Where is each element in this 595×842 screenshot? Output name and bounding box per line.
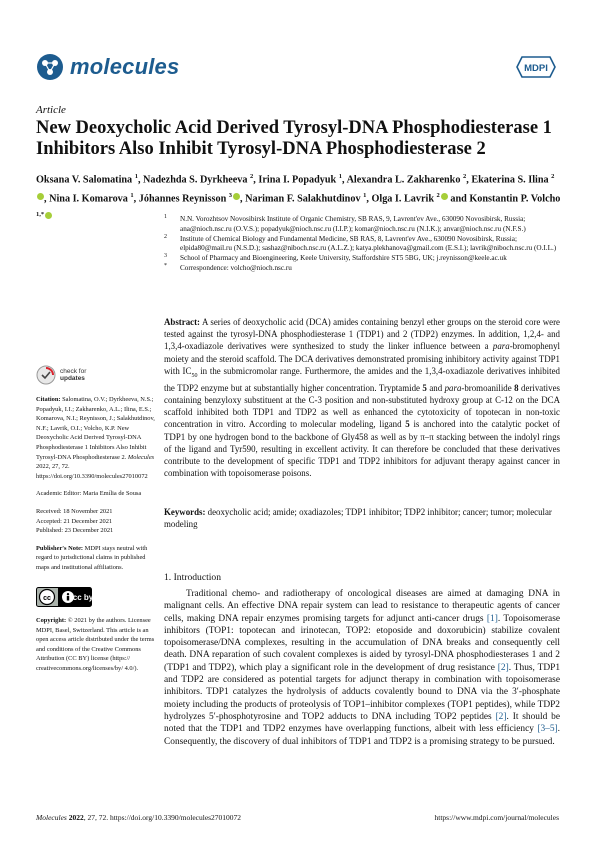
affiliation-mark: 3 <box>164 253 167 260</box>
author-name: Ekaterina S. Ilina <box>471 174 552 186</box>
author-name: Nadezhda S. Dyrkheeva <box>143 174 251 186</box>
affiliation-item <box>164 254 564 264</box>
affiliations <box>164 215 564 274</box>
body-text: . Thus, TDP1 and TDP2 are considered as potential targets for adjunct therapy in combination with topoisomerase inhibitors. TDP1 catalyzes the hydrolysis of adducts covalently bound to DNA via the 3′-phosphate moiety including the products of proteolysis of TOP1–inhibitor complexes (TOP1 peptides), while TDP2 hydrolyzes 5′-phosphotyrosine and TOP2 adducts to DNA including TOP2 peptides <box>164 662 561 722</box>
affiliation-mark: 1 <box>164 214 167 220</box>
svg-text:MDPI: MDPI <box>524 63 548 74</box>
abstract-text: is anchored into the catalytic pocket of TDP1 by one hydrogen bond to the backbone of Gly458 as well as by π–π stacking between the indolyl rings of the ligand and Tyr590, resulting in excellent activity. It can therefore be concluded that these derivatives contribute to the development of specific TDP1 and TDP2 inhibitors for adjuvant therapy against cancer in combination with topoisomerase poisons. <box>164 419 560 479</box>
author-affiliation-mark: 1 <box>363 191 367 199</box>
abstract-text: and <box>426 382 445 393</box>
journal-name: molecules <box>70 54 180 79</box>
publisher-note <box>36 544 156 573</box>
author-name: Jóhannes Reynisson <box>138 193 229 205</box>
publisher-note-text: MDPI stays neutral with regard to jurisdictional claims in published maps and institutional affiliations. <box>36 544 148 571</box>
author-affiliation-mark: 3 <box>228 191 233 199</box>
mdpi-logo <box>516 56 556 78</box>
author-affiliation-mark: 2 <box>436 191 440 199</box>
author-name: Irina I. Popadyuk <box>258 174 339 186</box>
compound-number: 5 <box>422 382 427 393</box>
copyright-label: Copyright: <box>36 617 67 625</box>
mdpi-logo-icon <box>516 56 556 78</box>
paper-title: New Deoxycholic Acid Derived Tyrosyl-DNA Phosphodiesterase 1 Inhibitors Also Inhibit Tyrosyl-DNA Phosphodiesterase 2 <box>36 118 552 159</box>
compound-number: 8 <box>514 382 519 393</box>
abstract-text: -bromoanilide <box>461 382 515 393</box>
author-affiliation-mark: 1 <box>134 173 138 180</box>
orcid-icon[interactable] <box>37 193 44 200</box>
affiliation-text: Correspondence: volcho@nioch.nsc.ru <box>180 263 292 272</box>
author-affiliation-mark: 2 <box>463 173 467 180</box>
abstract-italic: para <box>444 382 462 393</box>
orcid-icon[interactable] <box>441 193 448 200</box>
footer-url[interactable]: https://www.mdpi.com/journal/molecules <box>434 813 559 822</box>
journal-logo <box>36 52 179 82</box>
copyright-text: © 2021 by the authors. Licensee MDPI, Basel, Switzerland. This article is an open access article distributed under the terms and conditions of the Creative Commons Attribution (CC BY) license (https:// creativecommons.org/licenses/by/ 4.0/). <box>36 617 155 673</box>
author-list: Oksana V. Salomatina $^1$, Nadezhda S. Dyrkheeva $^2$, Irina I. Popadyuk $^1$, Alexandra L. Zakharenko $^2$, Ekaterina S. Ilina $^2$, Nina I. Komarova $^1$, Jóhannes Reynisson $^3$ , Nariman F. Salakhutdinov $^1$, Olga I. Lavrik $^2$ and Konstantin P. Volcho $^{1,*}$ <box>36 173 561 218</box>
affiliation-item <box>164 235 564 255</box>
copyright-block <box>36 616 156 674</box>
check-updates-icon <box>36 365 56 385</box>
check-updates-line1: check for <box>60 367 87 375</box>
keywords-text: deoxycholic acid; amide; oxadiazoles; TDP1 inhibitor; TDP2 inhibitor; cancer; tumor; molecular modeling <box>164 507 552 530</box>
author-affiliation-mark: 1,* <box>36 210 45 218</box>
keywords <box>164 506 560 530</box>
citation-link[interactable]: [2] <box>495 711 507 722</box>
body-text: . Consequently, the discovery of dual inhibitors of TDP1 and TDP2 is a promising strategy to be pursued. <box>164 724 560 747</box>
citation-block <box>36 395 156 481</box>
orcid-icon[interactable] <box>45 212 52 219</box>
citation-link[interactable]: [3–5] <box>537 724 558 735</box>
check-updates-line2: updates <box>60 375 85 382</box>
affiliation-mark: * <box>164 262 167 269</box>
author-name: Konstantin P. Volcho <box>469 193 561 205</box>
body-text: Traditional chemo- and radiotherapy of oncological diseases are aimed at damaging DNA in malignant cells. An effective DNA repair system can lead to resistance to therapeutic agents of cancer cells, making DNA repair enzymes promising targets for adjunct anti-cancer drugs <box>164 589 560 624</box>
footer-citation <box>36 813 241 822</box>
dates-block <box>36 507 156 536</box>
footer-journal: Molecules <box>36 813 67 822</box>
compound-number: 5 <box>405 419 410 430</box>
abstract-text: A series of deoxycholic acid (DCA) amides containing benzyl ether groups on the steroid core were tested against the tyrosyl-DNA phosphodiesterase 1 (TDP1) and 2 (TDP2) enzymes. In addition, 1,2,4- and 1,3,4-oxadiazole derivatives were synthesized to study the linker influence between a <box>164 317 560 352</box>
author-affiliation-mark: 1 <box>338 173 343 180</box>
affiliation-item <box>164 264 564 274</box>
body-text: . Topoisomerase inhibitors (TOP1: topotecan and irinotecan, TOP2: etoposide and doxorubicin) stabilize covalent topoisomerase/DNA complexes, resulting in the accumulation of DNA breaks and consequently cell death. DNA reparation of such covalent complexes is aided by tyrosyl-DNA phosphodiesterases 1 and 2 (TDP1 and TDP2), which play a significant role in the development of drug resistance <box>164 613 560 673</box>
affiliation-item <box>164 215 564 235</box>
abstract-text: -bromophenyl moiety and the steroid scaffold. The DCA derivatives demonstrated promising inhibitory activity against TDP1 with IC <box>164 341 560 376</box>
affiliation-text: School of Pharmacy and Bioengineering, Keele University, Staffordshire ST5 5BG, UK; j.reynisson@keele.ac.uk <box>180 254 507 263</box>
author-affiliation-mark: 2 <box>551 173 555 180</box>
abstract-italic: para <box>492 341 510 352</box>
section-heading: 1. Introduction <box>164 572 222 583</box>
ic50-subscript: 50 <box>191 372 198 379</box>
affiliation-text: N.N. Vorozhtsov Novosibirsk Institute of Organic Chemistry, SB RAS, 9, Lavrent'ev Ave., 630090 Novosibirsk, Russia; ana@nioch.nsc.ru (O.V.S.); popadyuk@nioch.nsc.ru (I.I.P.); komar@nioch.nsc.ru (N.I.K.); anvar@nioch.nsc.ru (N.F.S.) <box>180 215 526 233</box>
published-date: Published: 23 December 2021 <box>36 527 114 535</box>
check-for-updates-button[interactable] <box>36 365 156 385</box>
article-type: Article <box>36 104 66 116</box>
author-name: Nina I. Komarova <box>49 193 131 205</box>
abstract-text: derivatives containing benzyloxy substituent at the C-3 position and non-substituted hydroxy group at C-12 on the DCA scaffold inhibited both TDP1 and TDP2 as well as enhanced the cytotoxicity of topotecan in non-toxic concentration in vitro. According to molecular modeling, ligand <box>164 382 560 430</box>
publisher-note-label: Publisher's Note: <box>36 544 84 552</box>
body-text: . It should be noted that the TDP1 and TDP2 enzymes have overlapping functions, albeit with less efficiency <box>164 711 560 735</box>
svg-text:cc: cc <box>43 594 51 602</box>
molecules-logo-icon <box>36 53 64 81</box>
citation-journal: Molecules <box>127 453 155 461</box>
abstract-label: Abstract: <box>164 317 200 327</box>
footer-year: 2022 <box>68 813 84 822</box>
keywords-label: Keywords: <box>164 507 206 517</box>
citation-label: Citation: <box>36 396 61 403</box>
accepted-date: Accepted: 21 December 2021 <box>36 517 113 525</box>
orcid-icon[interactable] <box>233 193 240 200</box>
footer-doi[interactable]: , 27, 72. https://doi.org/10.3390/molecules27010072 <box>83 813 242 822</box>
citation-link[interactable]: [2] <box>497 662 509 673</box>
sidebar <box>36 365 156 682</box>
abstract-text: in the submicromolar range. Furthermore, the amides and the 1,3,4-oxadiazole derivatives inhibited the TDP2 enzyme but at substantially higher concentration. Tryptamide <box>164 365 560 393</box>
svg-text:cc by: cc by <box>72 592 92 602</box>
received-date: Received: 18 November 2021 <box>36 507 113 515</box>
author-affiliation-mark: 1 <box>130 191 134 199</box>
citation-text: Salomatina, O.V.; Dyrkheeva, N.S.; Popadyuk, I.I.; Zakharenko, A.L.; Ilina, E.S.; Komarova, N.I.; Reynisson, J.; Salakhutdinov, N.F.; Lavrik, O.I.; Volcho, K.P. New Deoxycholic Acid Derived Tyrosyl-DNA Phosphodiesterase 1 Inhibitors Also Inhibit Tyrosyl-DNA Phosphodiesterase 2. <box>36 396 155 461</box>
author-name: Alexandra L. Zakharenko <box>346 174 463 186</box>
introduction-paragraph <box>164 588 560 748</box>
citation-tail[interactable]: 2022, 27, 72. https://doi.org/10.3390/molecules27010072 <box>36 463 148 480</box>
author-name: Nariman F. Salakhutdinov <box>245 193 364 205</box>
affiliation-text: Institute of Chemical Biology and Fundamental Medicine, SB RAS, 8, Lavrent'ev Ave., 630090 Novosibirsk, Russia; elpida80@mail.ru (N.S.D.); sashaz@niboch.nsc.ru (A.L.Z.); katya.plekhanova@gmail.com (E.S.I.); lavrik@niboch.nsc.ru (O.I.L.) <box>180 234 557 253</box>
citation-link[interactable]: [1] <box>486 613 498 624</box>
author-name: Olga I. Lavrik <box>371 193 437 205</box>
author-affiliation-mark: 2 <box>250 173 254 180</box>
abstract <box>164 316 560 479</box>
affiliation-mark: 2 <box>164 233 167 240</box>
cc-by-license-icon[interactable] <box>36 587 92 607</box>
academic-editor: Academic Editor: Maria Emília de Sousa <box>36 490 142 498</box>
author-name: Oksana V. Salomatina <box>36 174 135 186</box>
